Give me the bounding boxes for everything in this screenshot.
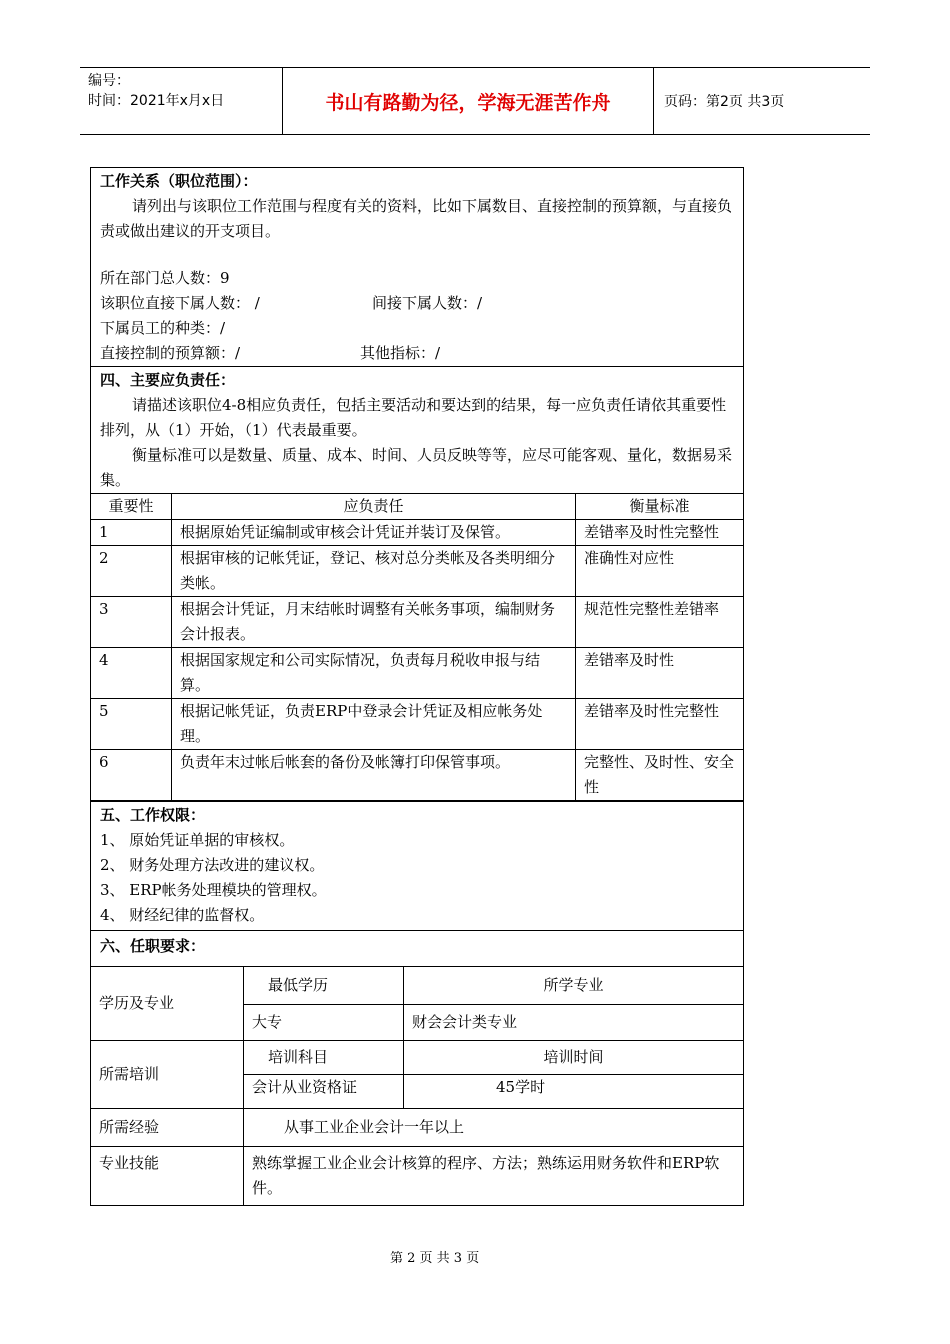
row-measure: 完整性、及时性、安全性 [576, 750, 744, 801]
row-rank: 6 [91, 750, 172, 801]
requirements-table [91, 967, 743, 1205]
row-duty: 根据国家规定和公司实际情况，负责每月税收申报与结算。 [172, 648, 576, 699]
table-row [91, 750, 743, 801]
edu-label: 学历及专业 [91, 967, 244, 1041]
work-relation-title: 工作关系（职位范围）： [100, 172, 258, 190]
requirements-title-row [91, 931, 743, 967]
budget-control: 直接控制的预算额：/ [100, 344, 241, 362]
table-row [91, 699, 743, 750]
row-duty: 根据记帐凭证，负责ERP中登录会计凭证及相应帐务处理。 [172, 699, 576, 750]
row-duty: 根据审核的记帐凭证，登记、核对总分类帐及各类明细分类帐。 [172, 546, 576, 597]
row-measure: 差错率及时性完整性 [576, 520, 744, 546]
number-label: 编号： [88, 73, 130, 89]
row-duty: 根据会计凭证，月末结帐时调整有关帐务事项，编制财务会计报表。 [172, 597, 576, 648]
edu-major-value: 财会会计类专业 [404, 1005, 744, 1041]
header-meta [80, 68, 282, 134]
authority-item: 1、 原始凭证单据的审核权。 [100, 831, 295, 849]
edu-min-value: 大专 [244, 1005, 404, 1041]
subordinate-type: 下属员工的种类：/ [100, 319, 226, 337]
edu-header-min: 最低学历 [244, 967, 404, 1005]
authority-title: 五、工作权限： [100, 806, 206, 824]
row-rank: 2 [91, 546, 172, 597]
work-relation-section [91, 168, 743, 367]
row-duty: 根据原始凭证编制或审核会计凭证并装订及保管。 [172, 520, 576, 546]
header-motto: 书山有路勤为径，学海无涯苦作舟 [282, 68, 654, 134]
time-label: 时间：2021年x月x日 [88, 93, 225, 109]
row-rank: 5 [91, 699, 172, 750]
table-row [91, 648, 743, 699]
responsibilities-desc2: 衡量标准可以是数量、质量、成本、时间、人员反映等等，应尽可能客观、量化，数据易采集。 [100, 446, 733, 489]
table-header-row [91, 494, 743, 520]
authority-item: 2、 财务处理方法改进的建议权。 [100, 856, 325, 874]
row-measure: 准确性对应性 [576, 546, 744, 597]
training-label: 所需培训 [91, 1041, 244, 1109]
page-footer: 第 2 页 共 3 页 [390, 1251, 480, 1266]
col-header-duty: 应负责任 [172, 494, 576, 520]
row-duty: 负责年末过帐后帐套的备份及帐簿打印保管事项。 [172, 750, 576, 801]
work-relation-desc: 请列出与该职位工作范围与程度有关的资料，比如下属数目、直接控制的预算额，与直接负责或做出建议的开支项目。 [100, 197, 733, 240]
training-subject-value: 会计从业资格证 [244, 1075, 404, 1109]
job-description-form [90, 167, 744, 1206]
training-header-subject: 培训科目 [244, 1041, 404, 1075]
skill-label: 专业技能 [91, 1147, 244, 1206]
responsibilities-table-wrap [91, 494, 743, 802]
responsibilities-table [91, 494, 743, 801]
authority-item: 4、 财经纪律的监督权。 [100, 906, 265, 924]
page-header [80, 67, 870, 135]
table-row [91, 546, 743, 597]
header-page-code: 页码：第2页 共3页 [664, 94, 785, 110]
authority-section [91, 802, 743, 931]
experience-label: 所需经验 [91, 1109, 244, 1147]
responsibilities-desc1: 请描述该职位4-8相应负责任，包括主要活动和要达到的结果，每一应负责任请依其重要性排列，从（1）开始，（1）代表最重要。 [100, 396, 727, 439]
row-measure: 差错率及时性 [576, 648, 744, 699]
table-row [91, 520, 743, 546]
experience-value: 从事工业企业会计一年以上 [244, 1109, 744, 1147]
authority-item: 3、 ERP帐务处理模块的管理权。 [100, 881, 327, 899]
row-rank: 4 [91, 648, 172, 699]
col-header-rank: 重要性 [91, 494, 172, 520]
col-header-measure: 衡量标准 [576, 494, 744, 520]
training-time-value: 45学时 [404, 1075, 744, 1109]
row-measure: 差错率及时性完整性 [576, 699, 744, 750]
row-rank: 3 [91, 597, 172, 648]
row-measure: 规范性完整性差错率 [576, 597, 744, 648]
responsibilities-section [91, 367, 743, 494]
responsibilities-title: 四、主要应负责任： [100, 371, 236, 389]
row-rank: 1 [91, 520, 172, 546]
indirect-subordinates: 间接下属人数：/ [372, 294, 483, 312]
dept-total: 所在部门总人数：9 [100, 269, 230, 287]
table-row [91, 597, 743, 648]
training-header-time: 培训时间 [404, 1041, 744, 1075]
other-indicators: 其他指标：/ [360, 344, 441, 362]
requirements-title: 六、任职要求： [100, 937, 206, 955]
direct-subordinates: 该职位直接下属人数： / [100, 294, 260, 312]
edu-header-major: 所学专业 [404, 967, 744, 1005]
skill-value: 熟练掌握工业企业会计核算的程序、方法；熟练运用财务软件和ERP软件。 [244, 1147, 744, 1206]
